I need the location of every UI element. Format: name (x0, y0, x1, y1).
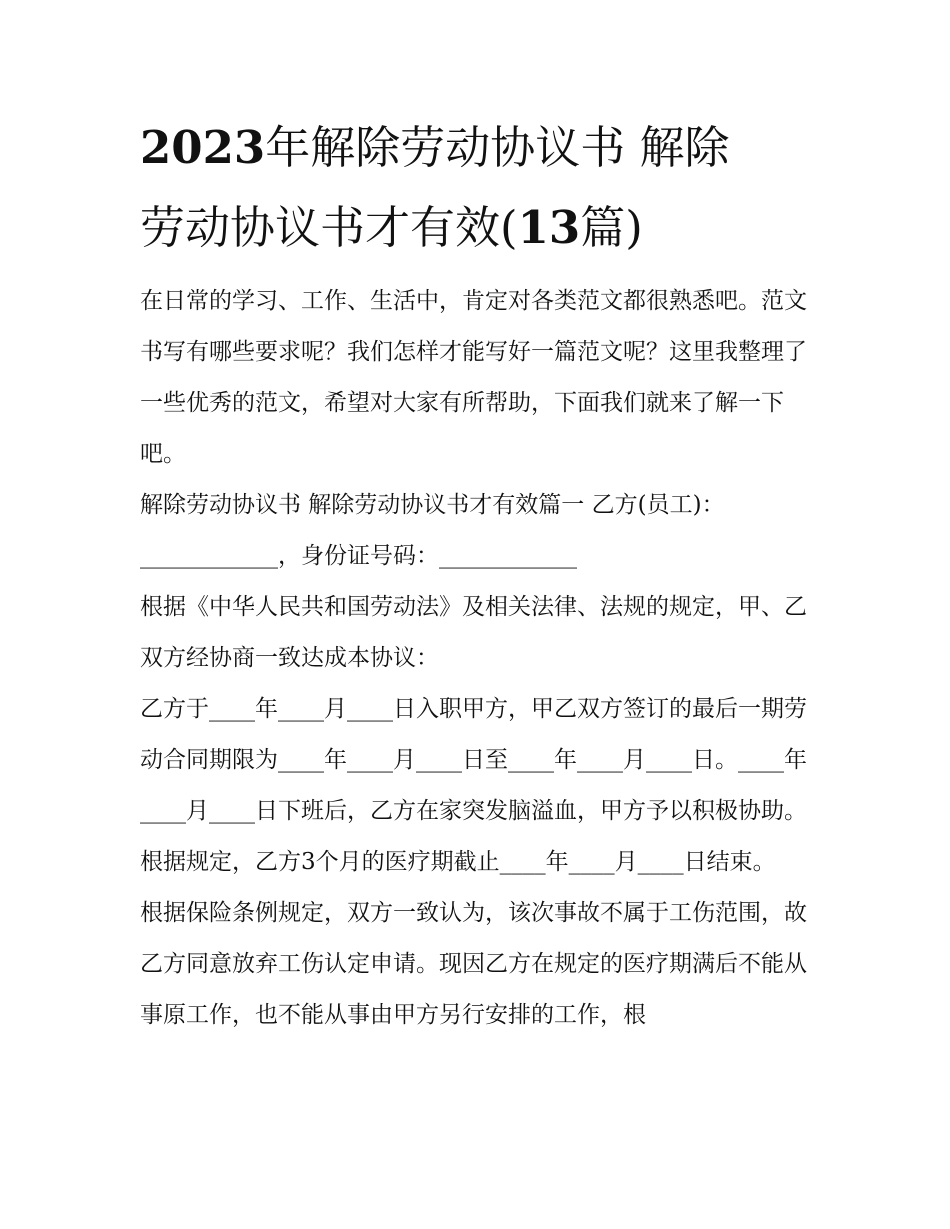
employment-facts-paragraph: 乙方于____年____月____日入职甲方，甲乙双方签订的最后一期劳动合同期限为____年____月____日至____年____月____日。____年____月____日下班后，乙方在家突发脑溢血，甲方予以积极协助。根据规定，乙方3个月的医疗期截止____年____月____日结束。 (140, 696, 807, 875)
document-title (140, 108, 820, 268)
insurance-paragraph: 根据保险条例规定，双方一致认为，该次事故不属于工伤范围，故乙方同意放弃工伤认定申请。现因乙方在规定的医疗期满后不能从事原工作，也不能从事由甲方另行安排的工作，根 (140, 900, 807, 1028)
legal-basis-paragraph: 根据《中华人民共和国劳动法》及相关法律、法规的规定，甲、乙双方经协商一致达成本协议： (140, 594, 807, 671)
intro-paragraph: 在日常的学习、工作、生活中，肯定对各类范文都很熟悉吧。范文书写有哪些要求呢？我们怎样才能写好一篇范文呢？这里我整理了一些优秀的范文，希望对大家有所帮助，下面我们就来了解一下吧。 (140, 288, 807, 467)
title-line2-text: 劳动协议书才有效( (140, 201, 518, 254)
title-count: 13 (517, 201, 581, 254)
title-year: 2023 (140, 121, 266, 174)
title-line1-text: 年解除劳动协议书 解除 (265, 121, 730, 174)
parties-paragraph: 解除劳动协议书 解除劳动协议书才有效篇一 乙方(员工)：____________，身份证号码：____________ (140, 492, 725, 569)
title-line2-suffix: 篇) (580, 201, 643, 254)
document-body (140, 276, 820, 1041)
